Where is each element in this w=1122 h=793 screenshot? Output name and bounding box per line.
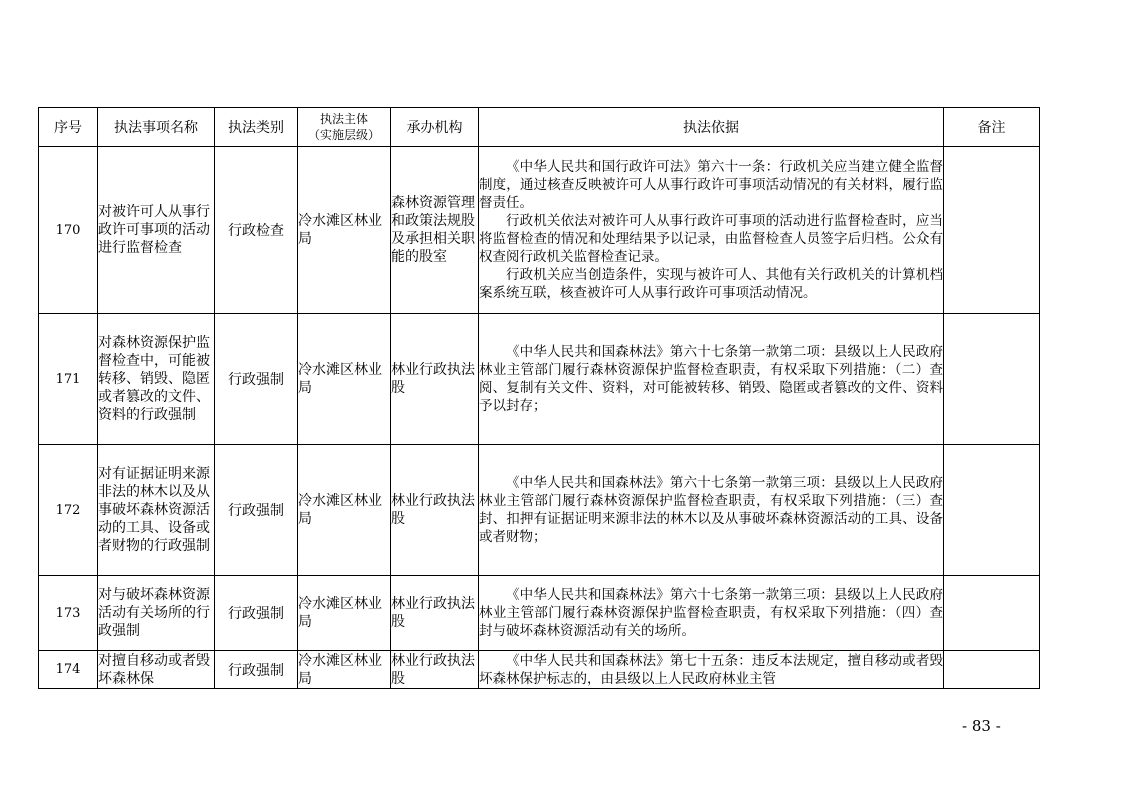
row-org: 森林资源管理和政策法规股及承担相关职能的股室: [391, 147, 479, 314]
row-remarks: [944, 651, 1040, 689]
header-basis: 执法依据: [479, 108, 944, 147]
header-no: 序号: [39, 108, 98, 147]
table-row: [39, 147, 1040, 314]
header-subject-line2: （实施层级）: [307, 128, 380, 142]
row-basis: [479, 651, 944, 689]
header-org: 承办机构: [391, 108, 479, 147]
row-org: 林业行政执法股: [391, 445, 479, 576]
row-remarks: [944, 445, 1040, 576]
row-remarks: [944, 314, 1040, 445]
basis-paragraph: 《中华人民共和国森林法》第六十七条第一款第二项：县级以上人民政府林业主管部门履行森林资源保护监督检查职责，有权采取下列措施：（二）查阅、复制有关文件、资料，对可能被转移、销毁、隐匿或者篡改的文件、资料予以封存；: [479, 344, 943, 414]
row-subject: 冷水滩区林业局: [298, 445, 391, 576]
header-remarks: 备注: [944, 108, 1040, 147]
row-basis: [479, 576, 944, 651]
row-org: 林业行政执法股: [391, 314, 479, 445]
row-category: 行政强制: [215, 576, 298, 651]
basis-paragraph: 《中华人民共和国森林法》第七十五条：违反本法规定，擅自移动或者毁坏森林保护标志的，由县级以上人民政府林业主管: [479, 652, 943, 687]
table-row: [39, 445, 1040, 576]
header-subject-line1: 执法主体: [319, 112, 368, 126]
row-no: 174: [39, 651, 98, 689]
row-category: 行政强制: [215, 314, 298, 445]
row-name: 对森林资源保护监督检查中，可能被转移、销毁、隐匿或者篡改的文件、资料的行政强制: [98, 314, 215, 445]
row-subject: 冷水滩区林业局: [298, 314, 391, 445]
header-row: [39, 108, 1040, 147]
table-row: [39, 314, 1040, 445]
row-subject: 冷水滩区林业局: [298, 147, 391, 314]
row-subject: 冷水滩区林业局: [298, 576, 391, 651]
table-row: [39, 651, 1040, 689]
row-category: 行政强制: [215, 445, 298, 576]
table-row: [39, 576, 1040, 651]
row-subject: 冷水滩区林业局: [298, 651, 391, 689]
row-org: 林业行政执法股: [391, 576, 479, 651]
row-name: 对擅自移动或者毁坏森林保: [98, 651, 215, 689]
basis-paragraph: 行政机关应当创造条件，实现与被许可人、其他有关行政机关的计算机档案系统互联，核查被许可人从事行政许可事项活动情况。: [479, 267, 943, 301]
row-remarks: [944, 147, 1040, 314]
basis-paragraph: 《中华人民共和国森林法》第六十七条第一款第三项：县级以上人民政府林业主管部门履行森林资源保护监督检查职责，有权采取下列措施：（三）查封、扣押有证据证明来源非法的林木以及从事破坏森林资源活动的工具、设备或者财物；: [479, 475, 943, 545]
row-org: 林业行政执法股: [391, 651, 479, 689]
header-category: 执法类别: [215, 108, 298, 147]
page-number: - 83 -: [962, 717, 1001, 735]
row-no: 173: [39, 576, 98, 651]
basis-paragraph: 《中华人民共和国行政许可法》第六十一条：行政机关应当建立健全监督制度，通过核查反映被许可人从事行政许可事项活动情况的有关材料，履行监督责任。: [479, 159, 943, 211]
row-name: 对有证据证明来源非法的林木以及从事破坏森林资源活动的工具、设备或者财物的行政强制: [98, 445, 215, 576]
row-category: 行政检查: [215, 147, 298, 314]
law-enforcement-table: [38, 107, 1040, 689]
row-no: 171: [39, 314, 98, 445]
basis-paragraph: 《中华人民共和国森林法》第六十七条第一款第三项：县级以上人民政府林业主管部门履行森林资源保护监督检查职责，有权采取下列措施：（四）查封与破坏森林资源活动有关的场所。: [479, 587, 943, 639]
basis-paragraph: 行政机关依法对被许可人从事行政许可事项的活动进行监督检查时，应当将监督检查的情况和处理结果予以记录，由监督检查人员签字后归档。公众有权查阅行政机关监督检查记录。: [479, 213, 943, 265]
row-no: 172: [39, 445, 98, 576]
row-no: 170: [39, 147, 98, 314]
row-basis: [479, 445, 944, 576]
row-basis: [479, 147, 944, 314]
header-name: 执法事项名称: [98, 108, 215, 147]
row-name: 对与破坏森林资源活动有关场所的行政强制: [98, 576, 215, 651]
row-remarks: [944, 576, 1040, 651]
row-category: 行政强制: [215, 651, 298, 689]
row-basis: [479, 314, 944, 445]
row-name: 对被许可人从事行政许可事项的活动进行监督检查: [98, 147, 215, 314]
header-subject: [298, 108, 391, 147]
